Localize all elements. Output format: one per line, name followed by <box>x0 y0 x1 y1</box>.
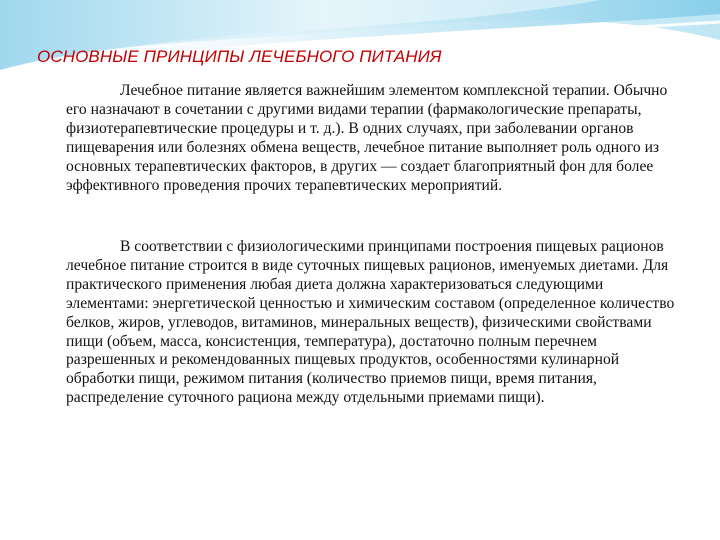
paragraph-1-text: Лечебное питание является важнейшим элементом комплексной терапии. Обычно его назначают в сочетании с другими видами терапии (фармакологические препараты, физиотерапевтические процедуры и т. д.). В одних случаях, при заболевании органов пищеварения или болезнях обмена веществ, лечебное питание выполняет роль одного из основных терапевтических факторов, в других — создает благоприятный фон для более эффективного проведения прочих терапевтических мероприятий. <box>66 82 668 194</box>
paragraph-1 <box>66 82 680 195</box>
paragraph-2-text: В соответствии с физиологическими принципами построения пищевых рационов лечебное питание строится в виде суточных пищевых рационов, именуемых диетами. Для практического применения любая диета должна характеризоваться следующими элементами: энергетической ценностью и химическим составом (определенное количество белков, жиров, углеводов, витаминов, минеральных веществ), физическими свойствами пищи (объем, масса, консистенция, температура), достаточно полным перечнем разрешенных и рекомендованных пищевых продуктов, особенностями кулинарной обработки пищи, режимом питания (количество приемов пищи, время питания, распределение суточного рациона между отдельными приемами пищи). <box>66 238 675 407</box>
paragraph-2 <box>66 238 680 408</box>
slide-title: ОСНОВНЫЕ ПРИНЦИПЫ ЛЕЧЕБНОГО ПИТАНИЯ <box>37 47 442 66</box>
